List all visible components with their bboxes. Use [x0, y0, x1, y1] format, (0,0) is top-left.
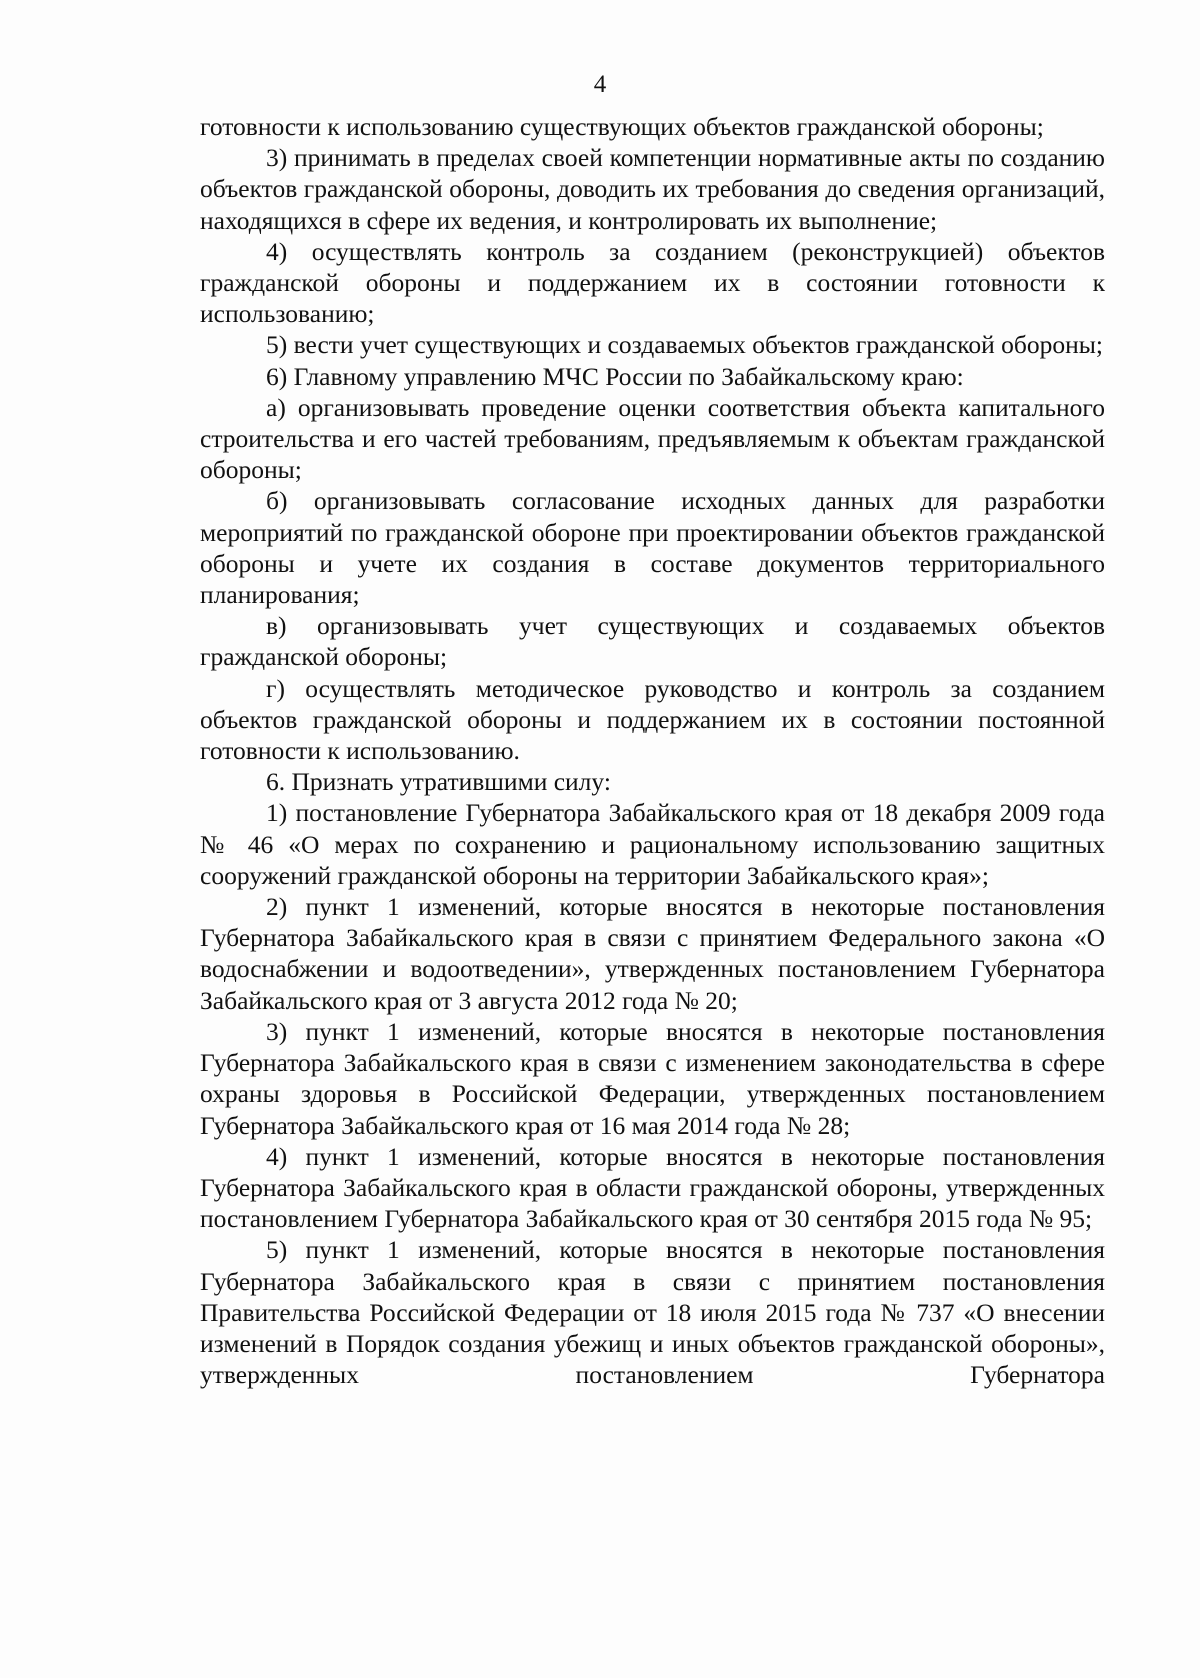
repeal-item-2: 2) пункт 1 изменений, которые вносятся в некоторые постановления Губернатора Забайкальского края в связи с принятием Федерального закона «О водоснабжении и водоотведении», утвержденных постановлением Губернатора Забайкальского края от 3 августа 2012 года № 20;: [200, 892, 1105, 1015]
paragraph-item-4: 4) осуществлять контроль за созданием (реконструкцией) объектов гражданской обороны и поддержанием их в состоянии готовности к использованию;: [200, 236, 1105, 329]
paragraph-item-6: 6) Главному управлению МЧС России по Забайкальскому краю:: [266, 361, 964, 391]
section-6-heading: 6. Признать утратившими силу:: [266, 767, 611, 797]
paragraph-continuation: готовности к использованию существующих объектов гражданской обороны;: [200, 112, 1044, 141]
paragraph-item-5: 5) вести учет существующих и создаваемых объектов гражданской обороны;: [266, 330, 1103, 360]
repeal-item-4: 4) пункт 1 изменений, которые вносятся в некоторые постановления Губернатора Забайкальского края в области гражданской обороны, утвержденных постановлением Губернатора Забайкальского края от 30 сентября 2015 года № 95;: [200, 1141, 1105, 1234]
repeal-item-1: 1) постановление Губернатора Забайкальского края от 18 декабря 2009 года № 46 «О мерах по сохранению и рациональному использованию защитных сооружений гражданской обороны на территории Забайкальского края»;: [200, 798, 1105, 890]
paragraph-subitem-b: б) организовывать согласование исходных данных для разработки мероприятий по гражданской обороне при проектировании объектов гражданской обороны и учете их создания в составе документов территориального планирования;: [200, 486, 1105, 610]
page-number: 4: [593, 71, 607, 98]
repeal-item-5: 5) пункт 1 изменений, которые вносятся в некоторые постановления Губернатора Забайкальского края в связи с принятием постановления Правительства Российской Федерации от 18 июля 2015 года № 737 «О внесении изменений в Порядок создания убежищ и иных объектов гражданской обороны», утвержденных постановлением Губернатора: [200, 1235, 1105, 1390]
paragraph-subitem-a: а) организовывать проведение оценки соответствия объекта капитального строительства и его частей требованиям, предъявляемым к объектам гражданской обороны;: [200, 392, 1105, 485]
paragraph-item-3: 3) принимать в пределах своей компетенции нормативные акты по созданию объектов гражданской обороны, доводить их требования до сведения организаций, находящихся в сфере их ведения, и контролировать их выполнение;: [200, 143, 1105, 235]
repeal-item-3: 3) пункт 1 изменений, которые вносятся в некоторые постановления Губернатора Забайкальского края в связи с изменением законодательства в сфере охраны здоровья в Российской Федерации, утвержденных постановлением Губернатора Забайкальского края от 16 мая 2014 года № 28;: [200, 1016, 1105, 1140]
paragraph-subitem-g: г) осуществлять методическое руководство и контроль за созданием объектов гражданской обороны и поддержанием их в состоянии постоянной готовности к использованию.: [200, 673, 1105, 766]
paragraph-subitem-v: в) организовывать учет существующих и создаваемых объектов гражданской обороны;: [200, 611, 1105, 672]
document-body: [200, 111, 1105, 1390]
